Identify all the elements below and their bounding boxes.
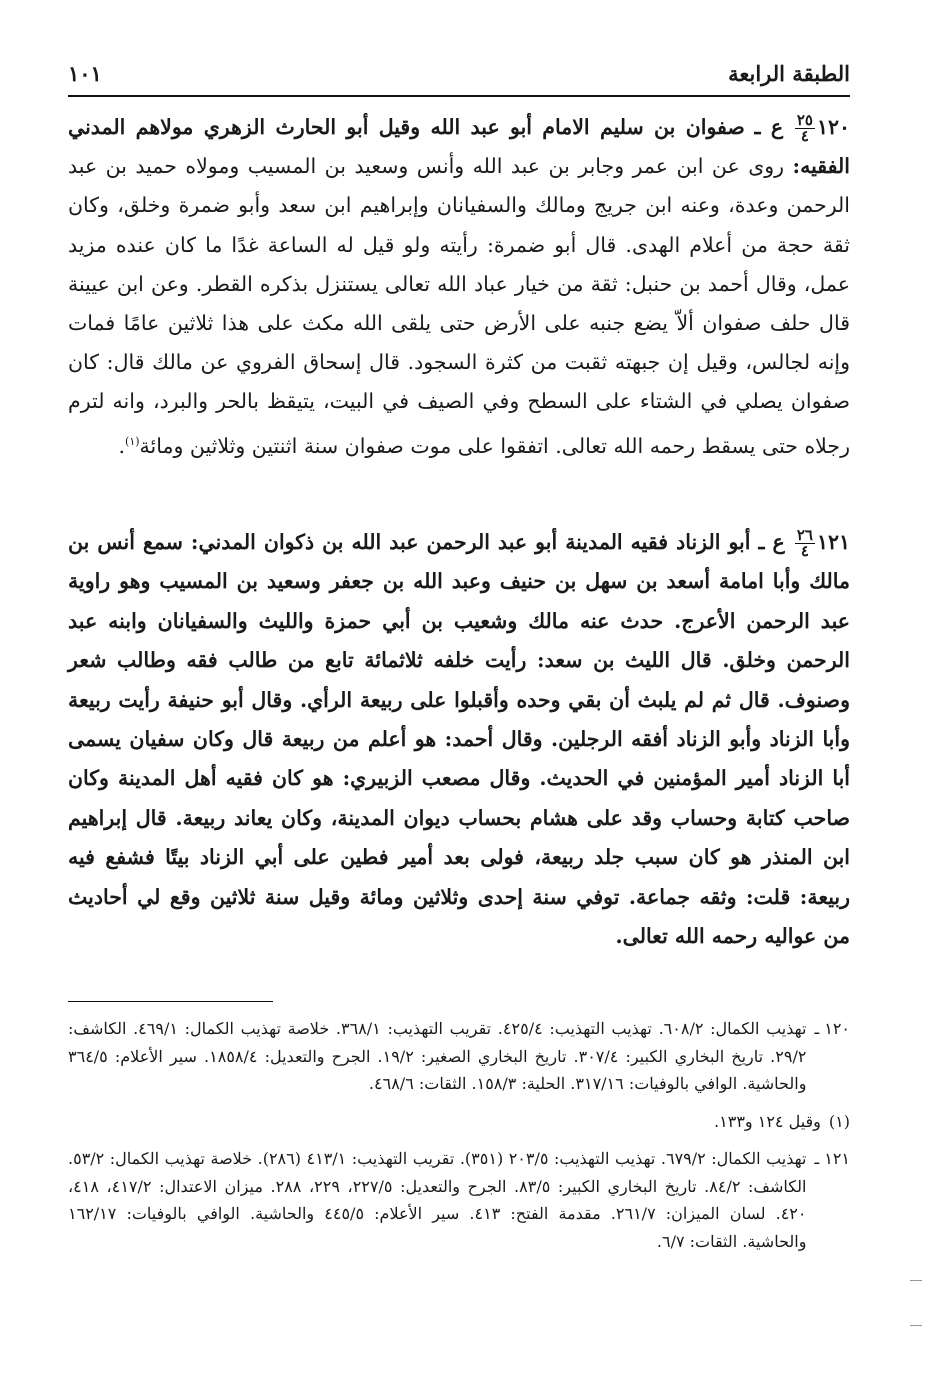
entry-number: ١٢٠ — [816, 115, 850, 139]
footnote-separator — [68, 1001, 273, 1002]
margin-scan-mark — [910, 1325, 922, 1326]
entry-sigla: ع ـ — [758, 530, 785, 554]
entry-fraction — [795, 113, 815, 144]
footnote-reference: (١) — [125, 434, 140, 448]
running-title: الطبقة الرابعة — [728, 61, 850, 86]
fraction-bottom: ٤ — [800, 127, 809, 145]
book-page — [68, 0, 850, 1387]
entry-end: . — [118, 433, 126, 458]
entry-heading: صفوان بن سليم الامام أبو عبد الله وقيل أبو الحارث الزهري مولاهم المدني الفقيه: — [68, 115, 850, 179]
footnote-text: وقيل ١٢٤ و١٣٣. — [714, 1111, 821, 1131]
footnote-number: ١٢١ ـ — [814, 1149, 850, 1168]
footnote-1 — [68, 1108, 850, 1136]
page-number: ١٠١ — [68, 61, 102, 86]
entry-body: أبو الزناد فقيه المدينة أبو عبد الرحمن عبد الله بن ذكوان المدني: سمع أنس بن مالك وأبا امامة أسعد بن سهل بن حنيف وعبد الله بن جعفر وسعيد بن المسيب وهو راوية عبد الرحمن الأعرج. حدث عنه مالك وشعيب بن أبي حمزة والليث والسفيانان وابنه عبد الرحمن وخلق. قال الليث بن سعد: رأيت خلفه ثلاثمائة تابع من طالب فقه وطالب شعر وصنوف. قال ثم لم يلبث أن بقي وحده وأقبلوا على ربيعة الرأي. وقال أبو حنيفة رأيت ربيعة وأبا الزناد وأبو الزناد أفقه الرجلين. وقال أحمد: هو أعلم من ربيعة قال وكان سفيان يسمى أبا الزناد أمير المؤمنين في الحديث. وقال مصعب الزبيري: هو كان فقيه أهل المدينة وكان صاحب كتابة وحساب وقد على هشام بحساب ديوان المدينة، وكان يعاند ربيعة. قال إبراهيم ابن المنذر هو كان سبب جلد ربيعة، فولى بعد أمير فطين على أبي الزناد بيتًا فشفع فيه ربيعة: قلت: وثقه جماعة. توفي سنة إحدى وثلاثين ومائة وقيل سنة ثلاثين وقع لي أحاديث من عواليه رحمه الله تعالى. — [68, 530, 850, 949]
entry-body: روى عن ابن عمر وجابر بن عبد الله وأنس وسعيد بن المسيب ومولاه حميد بن عبد الرحمن وعدة، وعنه ابن جريج ومالك والسفيانان وإبراهيم ابن سعد وأبو ضمرة وخلق، وكان ثقة حجة من أعلام الهدى. قال أبو ضمرة: رأيته ولو قيل له الساعة غدًا ما كان عنده مزيد عمل، وقال أحمد بن حنبل: ثقة من خيار عباد الله تعالى يستنزل بذكره القطر. وعن ابن عيينة قال حلف صفوان ألاّ يضع جنبه على الأرض حتى يلقى الله مكث على هذا ثلاثين عامًا فمات وإنه لجالس، وقيل إن جبهته ثقبت من كثرة السجود. قال إسحاق الفروي عن مالك قال: كان صفوان يصلي في الشتاء على السطح وفي الصيف في البيت، يتيقظ بالحر والبرد، وانه لترم رجلاه حتى يسقط رحمه الله تعالى. اتفقوا على موت صفوان سنة اثنتين وثلاثين ومائة — [68, 154, 850, 458]
footnote-number: (١) — [828, 1111, 850, 1131]
footnote-text: تهذيب الكمال: ٦٠٨/٢. تهذيب التهذيب: ٤٢٥/٤. تقريب التهذيب: ٣٦٨/١. خلاصة تهذيب الكمال: ٤٦٩/١. الكاشف: ٢٩/٢. تاريخ البخاري الكبير: ٣٠٧/٤. تاريخ البخاري الصغير: ١٩/٢. الجرح والتعديل: ١٨٥٨/٤. سير الأعلام: ٣٦٤/٥ والحاشية. الوافي بالوفيات: ٣١٧/١٦. الحلية: ١٥٨/٣. الثقات: ٤٦٨/٦. — [68, 1019, 807, 1093]
biography-entry-120 — [68, 108, 850, 466]
footnote-number: ١٢٠ ـ — [814, 1019, 850, 1038]
header-rule — [68, 95, 850, 97]
entry-number: ١٢١ — [816, 530, 851, 554]
entry-sigla: ع ـ — [754, 115, 784, 139]
margin-scan-mark — [910, 1280, 922, 1281]
footnote-text: تهذيب الكمال: ٦٧٩/٢. تهذيب التهذيب: ٢٠٣/٥ (٣٥١). تقريب التهذيب: ٤١٣/١ (٢٨٦). خلاصة تهذيب الكمال: ٥٣/٢. الكاشف: ٨٤/٢. تاريخ البخاري الكبير: ٨٣/٥. الجرح والتعديل: ٢٢٧/٥، ٢٢٩، ٢٨٨. ميزان الاعتدال: ٤١٧/٢، ٤١٨، ٤٢٠. لسان الميزان: ٢٦١/٧. مقدمة الفتح: ٤١٣. سير الأعلام: ٤٤٥/٥ والحاشية. الوافي بالوفيات: ١٦٢/١٧ والحاشية. الثقات: ٦/٧. — [68, 1149, 807, 1251]
fraction-top: ٢٦ — [796, 526, 813, 544]
fraction-top: ٢٥ — [796, 111, 813, 129]
page-header — [68, 42, 850, 86]
biography-entry-121 — [68, 523, 850, 956]
fraction-bottom: ٤ — [800, 542, 809, 560]
footnote-120 — [68, 1015, 850, 1098]
entry-fraction — [795, 528, 815, 559]
footnotes — [68, 1015, 850, 1255]
footnote-121 — [68, 1145, 850, 1255]
